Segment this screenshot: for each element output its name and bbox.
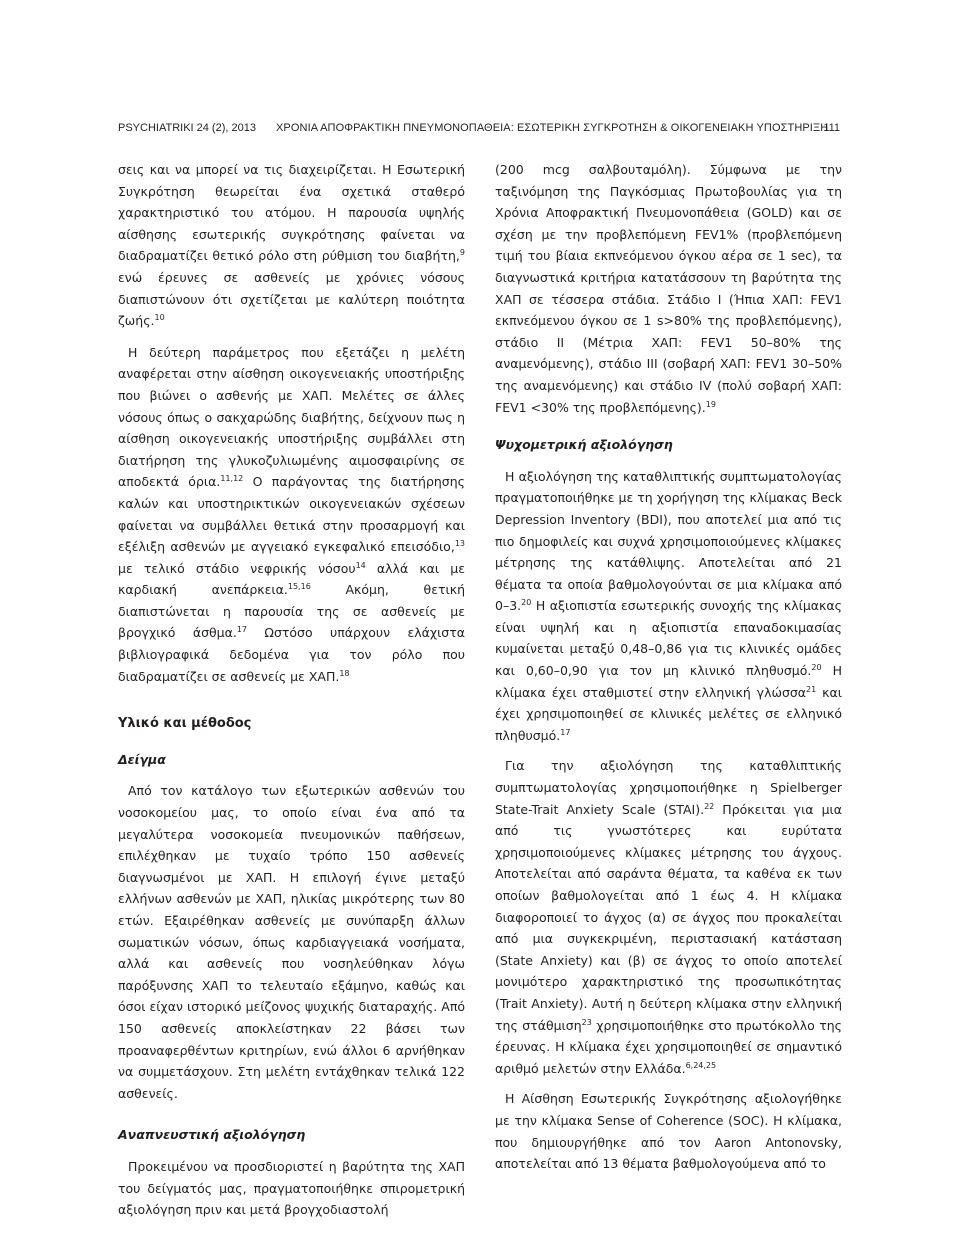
paragraph-spirometry: Προκειμένου να προσδιοριστεί η βαρύτητα της ΧΑΠ του δείγματός μας, πραγματοποιήθηκε σπιρομετρική αξιολόγηση πριν και μετά βρογχοδιαστολή: [118, 1158, 465, 1218]
citation-ref: 20: [811, 662, 822, 672]
right-column: [495, 159, 842, 1175]
paragraph-gold-stages: (200 mcg σαλβουταμόλη). Σύμφωνα με την ταξινόμηση της Παγκόσμιας Πρωτοβουλίας για τη Χρόνια Αποφρακτική Πνευμονοπάθεια (GOLD) και σε σχέση με την προβλεπόμενη FEV1% (προβλεπόμενη τιμή του βίαια εκπνεόμενου όγκου αέρα σε 1 sec), τα διαγνωστικά κριτήρια κατατάσσουν τη βαρύτητα της ΧΑΠ σε τέσσερα στάδια. Στάδιο Ι (Ήπια ΧΑΠ: FEV1 εκπνεόμενου όγκου σε 1 s>80% της προβλεπόμενης), στάδιο ΙΙ (Μέτρια ΧΑΠ: FEV1 50–80% της αναμενόμενης), στάδιο ΙΙΙ (σοβαρή ΧΑΠ: FEV1 30–50% της αναμενόμενης) και στάδιο IV (πολύ σοβαρή ΧΑΠ: FEV1 <30% της προβλεπόμενης).$^{19}$: [495, 162, 842, 415]
subheading-psychometric-assessment: Ψυχομετρική αξιολόγηση: [495, 437, 673, 453]
page-number: 111: [823, 122, 840, 134]
section-heading-methods: Υλικό και μέθοδος: [118, 716, 252, 732]
running-header: [118, 122, 840, 142]
citation-ref: 21: [806, 684, 817, 694]
left-column: [118, 159, 465, 1221]
journal-citation: PSYCHIATRIKI 24 (2), 2013: [118, 122, 256, 134]
citation-ref: 17: [560, 727, 571, 737]
subheading-respiratory-assessment: Αναπνευστική αξιολόγηση: [118, 1127, 306, 1143]
subheading-sample: Δείγμα: [118, 751, 166, 767]
citation-ref: 22: [704, 801, 715, 811]
citation-ref: 15,16: [287, 582, 311, 592]
citation-ref: 23: [581, 1017, 592, 1027]
paragraph-family-support: Η δεύτερη παράμετρος που εξετάζει η μελέτη αναφέρεται στην αίσθηση οικογενειακής υποστήριξης που βιώνει ο ασθενής με ΧΑΠ. Μελέτες σε άλλες νόσους όπως ο σακχαρώδης διαβήτης, δείχνουν πως η αίσθηση οικογενειακής υποστήριξης συμβάλλει στη διατήρηση της γλυκοζυλιωμένης αιμοσφαιρίνης σε αποδεκτά όρια.$^{11,12}$ Ο παράγοντας της διατήρησης καλών και υποστηρικτικών οικογενειακών σχέσεων φαίνεται να συμβάλλει θετικά στην προσαρμογή και εξέλιξη ασθενών με αγγειακό εγκεφαλικό επεισόδιο,$^{13}$ με τελικό στάδιο νεφρικής νόσου$^{14}$ αλλά και με καρδιακή ανεπάρκεια.$^{15,16}$ Ακόμη, θετική διαπιστώνεται η παρουσία της σε ασθενείς με βρογχικό άσθμα.$^{17}$ Ωστόσο υπάρχουν ελάχιστα βιβλιογραφικά δεδομένα για τον ρόλο που διαδραματίζει σε ασθενείς με ΧΑΠ.$^{18}$: [118, 344, 465, 684]
citation-ref: 17: [236, 625, 247, 635]
citation-ref: 20: [521, 598, 532, 608]
running-title: ΧΡΟΝΙΑ ΑΠΟΦΡΑΚΤΙΚΗ ΠΝΕΥΜΟΝΟΠΑΘΕΙΑ: ΕΣΩΤΕΡΙΚΗ ΣΥΓΚΡΟΤΗΣΗ & ΟΙΚΟΓΕΝΕΙΑΚΗ ΥΠΟΣΤΗΡΙΞΗ: [276, 122, 829, 134]
paragraph-soc: Η Αίσθηση Εσωτερικής Συγκρότησης αξιολογήθηκε με την κλίμακα Sense of Coherence (SOC). Η κλίμακα, που δημιουργήθηκε από τον Aaron Antonovsky, αποτελείται από 13 θέματα βαθμολογούμενα από το: [495, 1091, 842, 1172]
paragraph-soc-intro: σεις και να μπορεί να τις διαχειρίζεται. Η Εσωτερική Συγκρότηση θεωρείται ένα σχετικά σταθερό χαρακτηριστικό του ατόμου. Η παρουσία υψηλής αίσθησης εσωτερικής συγκρότησης φαίνεται να διαδραματίζει θετικό ρόλο στη ρύθμιση του διαβήτη,$^9$ ενώ έρευνες σε ασθενείς με χρόνιες νόσους διαπιστώνουν ότι σχετίζεται με καλύτερη ποιότητα ζωής.$^{10}$: [118, 162, 465, 329]
paragraph-sample: Από τον κατάλογο των εξωτερικών ασθενών του νοσοκομείου μας, το οποίο είναι ένα από τα μεγαλύτερα νοσοκομεία πνευμονικών παθήσεων, επιλέχθηκαν με τυχαίο τρόπο 150 ασθενείς διαγνωσμένοι με ΧΑΠ. Η επιλογή έγινε μεταξύ ελλήνων ασθενών με ΧΑΠ, ηλικίας μικρότερης των 80 ετών. Εξαιρέθηκαν ασθενείς με συνύπαρξη άλλων σωματικών νόσων, όπως καρδιαγγειακά νοσήματα, αλλά και ασθενείς που νοσηλεύθηκαν λόγω παρόξυνσης ΧΑΠ το τελευταίο εξάμηνο, καθώς και όσοι είχαν ιστορικό μείζονος ψυχικής διαταραχής. Από 150 ασθενείς αποκλείστηκαν 22 βάσει των προαναφερθέντων κριτηρίων, ενώ άλλοι 6 αρνήθηκαν να συμμετάσχουν. Στη μελέτη εντάχθηκαν τελικά 122 ασθενείς.: [118, 783, 465, 1101]
citation-ref: 14: [355, 560, 366, 570]
citation-ref: 13: [454, 538, 465, 548]
paragraph-bdi: Η αξιολόγηση της καταθλιπτικής συμπτωματολογίας πραγματοποιήθηκε με τη χορήγηση της κλίμακας Beck Depression Inventory (BDI), που αποτελεί μια από τις πιο δημοφιλείς και συχνά χρησιμοποιούμενες κλίμακες μέτρησης της κατάθλιψης. Αποτελείται από 21 θέματα τα οποία βαθμολογούνται σε μια κλίμακα από 0–3.20 Η αξιοπιστία εσωτερικής συνοχής της κλίμακας είναι υψηλή και η αξιοπιστία επαναδοκιμασίας κυμαίνεται μεταξύ 0,48–0,86 για τις κλινικές ομάδες και 0,60–0,90 για τον μη κλινικό πληθυσμό.$^{20}$ Η κλίμακα έχει σταθμιστεί στην ελληνική γλώσσα$^{21}$ και έχει χρησιμοποιηθεί σε κλινικές μελέτες σε ελληνικό πληθυσμό.$^{17}$: [495, 468, 843, 743]
citation-ref: 19: [705, 399, 716, 409]
citation-ref: 9: [459, 248, 465, 258]
citation-ref: 11,12: [220, 474, 244, 484]
citation-ref: 18: [339, 668, 350, 678]
paragraph-stai: Για την αξιολόγηση της καταθλιπτικής συμπτωματολογίας χρησιμοποιήθηκε η Spielberger State-Trait Anxiety Scale (STAI).$^{22}$ Πρόκειται για μια από τις γνωστότερες και ευρύτατα χρησιμοποιούμενες κλίμακες μέτρησης του άγχους. Αποτελείται από σαράντα θέματα, τα καθένα εκ των οποίων βαθμολογείται από 1 έως 4. Η κλίμακα διαφοροποιεί το άγχος (α) σε άγχος που προκαλείται από μια συγκεκριμένη, περιστασιακή κατάσταση (State Anxiety) και (β) σε άγχος το οποίο αποτελεί μονιμότερο χαρακτηριστικό της προσωπικότητας (Trait Anxiety). Αυτή η δεύτερη κλίμακα στην ελληνική της στάθμιση$^{23}$ χρησιμοποιήθηκε στο πρωτόκολλο της έρευνας. Η κλίμακα έχει χρησιμοποιηθεί σε σημαντικό αριθμό μελετών στην Ελλάδα.$^{6,24,25}$: [495, 758, 843, 1076]
citation-ref: 10: [154, 313, 165, 322]
citation-ref: 6,24,25: [685, 1060, 717, 1070]
